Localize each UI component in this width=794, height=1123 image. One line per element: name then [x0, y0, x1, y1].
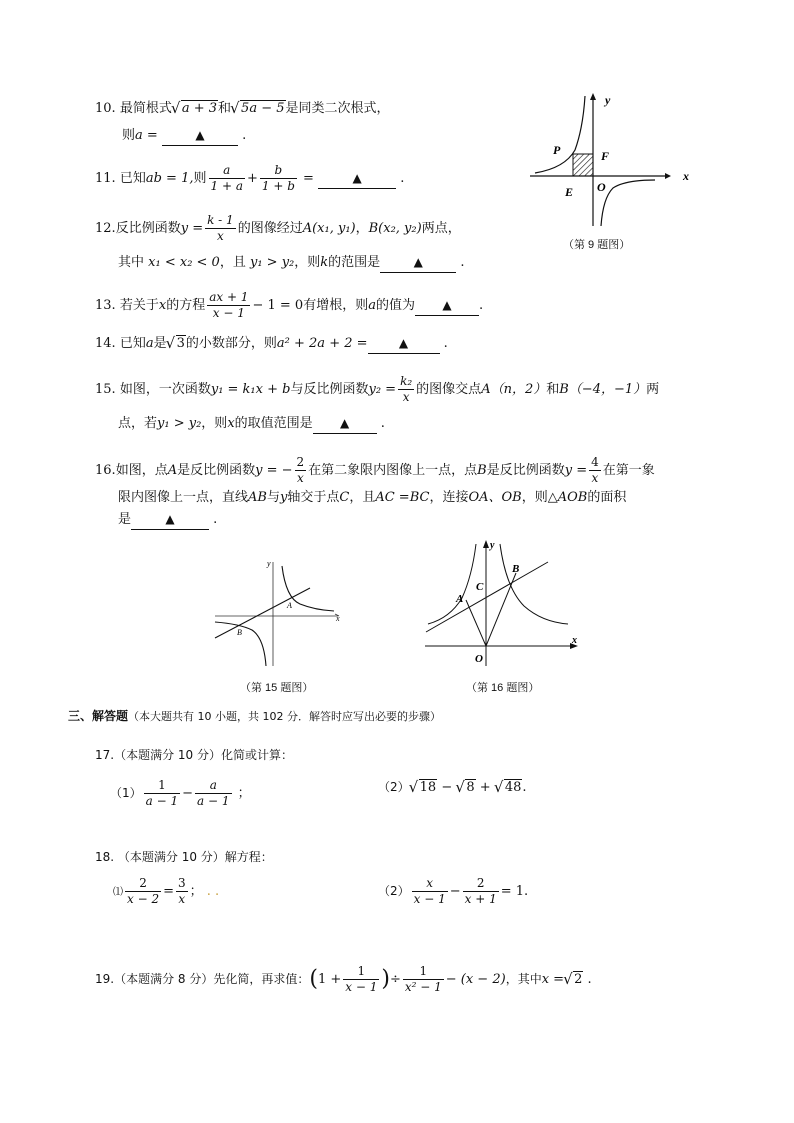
question-text: 反比例函数 [115, 221, 181, 236]
variable: a [368, 298, 376, 313]
fraction [412, 876, 448, 907]
fraction [260, 163, 297, 194]
question-text: 轴交于点 [287, 490, 340, 505]
question-17-part1 [110, 778, 251, 809]
question-text: 的范围是 [328, 255, 381, 270]
triangle-aob: △AOB [547, 490, 588, 505]
question-text: 是同类二次根式， [285, 101, 390, 116]
question-text: 两点， [421, 221, 461, 236]
function-lhs: y₂ = [368, 382, 397, 397]
radicand: 3 [176, 336, 185, 351]
expression: = 1. [500, 884, 529, 899]
condition: AC =BC [375, 490, 430, 505]
denominator: x [205, 228, 236, 244]
point-label: O [475, 653, 483, 665]
question-text: 在第一象 [602, 463, 655, 478]
numerator: a [209, 778, 217, 792]
fraction [125, 876, 161, 907]
axis-label: y [605, 93, 611, 107]
point-label: P [553, 143, 561, 157]
question-10-line2 [122, 126, 246, 146]
question-text: 则 [193, 171, 207, 186]
radical [465, 779, 475, 796]
fraction [463, 876, 499, 907]
part-label: （2） [378, 884, 410, 898]
denominator: x [295, 470, 307, 486]
numerator: k₂ [400, 374, 413, 388]
answer-blank[interactable] [368, 334, 440, 354]
figure-caption: （第 16 题图） [466, 682, 540, 694]
radicand: 18 [419, 780, 437, 795]
question-text: ，则 [201, 416, 228, 431]
section-heading [68, 707, 441, 726]
operator: − [441, 780, 453, 795]
fraction [398, 374, 414, 405]
radicand: 5a − 5 [241, 101, 285, 116]
point-label: E [565, 185, 574, 199]
axis-label: y [267, 559, 271, 568]
figure-9 [525, 88, 705, 230]
numerator: a [223, 163, 231, 177]
stray-dots: . . [206, 884, 220, 899]
hyperbola-branch [428, 544, 476, 624]
numerator: ax + 1 [209, 290, 249, 304]
radical [504, 779, 523, 796]
arrow-icon [483, 540, 489, 548]
variable: B [477, 463, 487, 478]
question-text: 的方程 [166, 298, 206, 313]
numerator: x [426, 876, 434, 890]
denominator: a − 1 [197, 794, 230, 808]
variable: k [320, 255, 329, 270]
punctuation: . [522, 780, 527, 795]
question-14 [95, 334, 448, 354]
question-17-part2 [378, 778, 527, 797]
segments: OA、OB [468, 490, 522, 505]
answer-blank[interactable] [415, 296, 479, 316]
punctuation: ； [189, 884, 203, 899]
part-label: （1） [110, 786, 142, 800]
triangle-icon: ▲ [340, 416, 350, 430]
punctuation: . [396, 171, 405, 186]
denominator: a − 1 [145, 794, 179, 808]
variable: A [167, 463, 178, 478]
answer-blank[interactable] [131, 510, 209, 530]
question-text: 已知 [119, 171, 146, 186]
denominator: x [589, 470, 601, 486]
question-17-heading: 17.（本题满分 10 分）化简或计算： [95, 748, 293, 762]
arrow-icon [590, 93, 596, 100]
question-text: 若关于 [119, 298, 159, 313]
equals-sign: = [142, 128, 162, 143]
question-10 [95, 100, 390, 118]
numerator: 2 [139, 876, 147, 890]
punctuation: . [439, 336, 448, 351]
numerator: 4 [591, 455, 599, 469]
point-label: C [476, 581, 484, 593]
line-ab: AB [248, 490, 267, 505]
fraction [343, 964, 379, 995]
question-text: 点，若 [118, 416, 158, 431]
question-text: 与反比例函数 [290, 382, 369, 397]
expression: a² + 2a + 2 = [276, 336, 368, 351]
numerator: 3 [178, 876, 186, 890]
fraction [176, 876, 188, 907]
question-text: 是反比例函数 [486, 463, 565, 478]
point-b: B（−4，−1） [559, 382, 647, 397]
numerator: k - 1 [207, 213, 234, 227]
point-label: F [601, 149, 610, 163]
fraction [195, 778, 231, 809]
punctuation: . [456, 255, 465, 270]
radical [176, 335, 186, 352]
radical [573, 971, 583, 988]
question-text: 是 [153, 336, 167, 351]
question-text: 和 [218, 101, 232, 116]
radicand: 48 [504, 780, 522, 795]
question-number: 14. [95, 336, 116, 351]
denominator: x − 1 [207, 305, 250, 321]
radical [181, 100, 218, 117]
question-text: 在第二象限内图像上一点，点 [308, 463, 478, 478]
question-number: 12. [95, 221, 116, 236]
equals-sign: = [298, 171, 319, 186]
question-text: 与 [266, 490, 280, 505]
question-11: 11. 已知ab = 1,则 $\frac{a}{1 + a}$ + $\frac{b}{1 + b}$ = ▲ . [95, 163, 405, 193]
question-text: 的值为 [375, 298, 415, 313]
arrow-icon [665, 173, 671, 179]
radical [240, 100, 285, 117]
question-text: ，且 [219, 255, 246, 270]
point-label: B [512, 563, 520, 575]
segment-ob [486, 573, 516, 646]
punctuation: . [478, 298, 484, 313]
part-label: （2） [378, 780, 410, 794]
hyperbola-branch [601, 180, 655, 226]
question-text: ，则 [294, 255, 321, 270]
question-text: ，连接 [429, 490, 469, 505]
line-ab [426, 562, 548, 632]
part-label: ⑴ [113, 887, 123, 898]
variable: x [227, 416, 235, 431]
punctuation: ； [237, 786, 251, 801]
function-lhs: y = [564, 463, 588, 478]
question-text: 如图，一次函数 [119, 382, 211, 397]
numerator: b [274, 163, 283, 177]
denominator: x − 1 [345, 980, 378, 994]
question-text: 两 [646, 382, 660, 397]
punctuation: . [209, 512, 218, 527]
answer-blank[interactable] [162, 126, 238, 146]
operator: + [479, 780, 491, 795]
axis-label: x [572, 635, 577, 646]
question-text: 最简根式 [119, 101, 172, 116]
question-15-line2 [118, 414, 385, 434]
linear-function-line [215, 588, 310, 638]
question-text: ，则 [521, 490, 548, 505]
denominator: x [398, 389, 414, 405]
answer-blank[interactable] [380, 253, 456, 273]
expression: − (x − 2) [445, 972, 506, 987]
question-text: 是反比例函数 [177, 463, 256, 478]
condition: ab = 1, [145, 171, 194, 186]
question-text: 和 [546, 382, 560, 397]
answer-blank[interactable] [313, 414, 377, 434]
condition: y₁ > y₂ [157, 416, 202, 431]
triangle-icon: ▲ [352, 171, 362, 185]
triangle-icon: ▲ [165, 512, 175, 526]
question-text: 其中 [118, 255, 145, 270]
condition: y₁ > y₂ [249, 255, 295, 270]
numerator: 1 [158, 778, 166, 792]
operator: − [182, 786, 194, 801]
question-heading: 19.（本题满分 8 分）先化简，再求值： [95, 972, 310, 986]
expression: 1 + [317, 972, 342, 987]
point-label: O [597, 180, 606, 194]
shaded-rectangle [573, 154, 593, 176]
radicand: 2 [574, 972, 583, 987]
numerator: 2 [476, 876, 485, 890]
operator: − [449, 884, 461, 899]
point-label: A [287, 601, 292, 610]
question-text: 的图像交点 [416, 382, 482, 397]
answer-blank[interactable] [318, 169, 396, 189]
question-text: 已知 [119, 336, 146, 351]
section-title: 三、解答题 [68, 709, 129, 723]
variable: a [145, 336, 154, 351]
question-18-part1 [113, 876, 219, 907]
triangle-icon: ▲ [195, 128, 205, 142]
question-19: 19.（本题满分 8 分）先化简，再求值：(1 + $\frac{1}{x - 1}$ )÷ $\frac{1}{\text{x² − 1}}$ − (x − 2)，其中x =√ 2 . [95, 964, 592, 995]
fraction [205, 213, 236, 244]
denominator: 1 + b [261, 179, 295, 193]
question-text: 如图，点 [115, 463, 168, 478]
question-16 [95, 455, 655, 486]
variable: y [279, 490, 288, 505]
operator: ÷ [389, 972, 401, 987]
expression: x = [541, 972, 565, 987]
axis-label: y [490, 540, 495, 551]
question-text: 限内图像上一点，直线 [118, 490, 249, 505]
axis-label: x [683, 169, 689, 183]
question-number: 13. [95, 298, 116, 313]
variable: x [158, 298, 167, 313]
equals-sign: = [163, 884, 174, 899]
fraction [295, 455, 307, 486]
question-text: 是 [118, 512, 132, 527]
question-18-part2 [378, 876, 528, 907]
punctuation: . [583, 972, 592, 987]
question-text: 的取值范围是 [234, 416, 313, 431]
fraction [209, 163, 245, 194]
point-a: A(x₁, y₁) [302, 221, 356, 236]
condition: x₁ < x₂ < 0 [148, 255, 220, 270]
numerator: 1 [419, 964, 428, 978]
figure-15 [210, 558, 345, 670]
triangle-icon: ▲ [442, 298, 452, 312]
question-number: 15. [95, 382, 116, 397]
fraction [207, 290, 250, 321]
denominator: x [176, 891, 188, 907]
question-text: ，且 [349, 490, 376, 505]
fraction [589, 455, 601, 486]
question-text: ，其中 [505, 972, 542, 986]
question-number: 11. [95, 171, 116, 186]
figure-16 [420, 538, 585, 670]
punctuation: . [376, 416, 385, 431]
figure-caption: （第 9 题图） [563, 239, 631, 251]
linear-function: y₁ = k₁x + b [210, 382, 291, 397]
point-label: A [456, 593, 464, 605]
radical [419, 779, 438, 796]
question-15 [95, 374, 659, 405]
denominator: x − 2 [127, 892, 160, 906]
triangle-icon: ▲ [398, 336, 409, 350]
figure-caption: （第 15 题图） [240, 682, 314, 694]
variable: a [135, 128, 143, 143]
section-note: （本大题共有 10 小题，共 102 分．解答时应写出必要的步骤） [128, 710, 441, 723]
question-text: 的面积 [587, 490, 627, 505]
question-text: 则 [122, 128, 136, 143]
denominator: x² − 1 [404, 980, 442, 994]
fraction [403, 964, 444, 995]
numerator: 1 [357, 964, 366, 978]
question-16-line2 [118, 489, 626, 507]
variable: C [339, 490, 350, 505]
denominator: x − 1 [413, 892, 446, 906]
question-16-line3 [118, 510, 217, 530]
question-number: 10. [95, 101, 116, 116]
numerator: 2 [296, 455, 305, 469]
function-lhs: y = − [255, 463, 293, 478]
denominator: 1 + a [210, 179, 243, 193]
denominator: x + 1 [464, 892, 497, 906]
point-a: A（n，2） [481, 382, 547, 397]
radicand: a + 3 [181, 101, 218, 116]
question-12-line2 [118, 253, 464, 273]
punctuation: . [237, 128, 247, 143]
question-13 [95, 290, 483, 321]
expression: − 1 = 0 [252, 298, 304, 313]
fraction [144, 778, 180, 809]
radicand: 8 [466, 780, 475, 795]
question-12: 12.反比例函数y = $\frac{k - 1}{x}$ 的图像经过A(x₁, y₁)，B(x₂, y₂)两点， [95, 213, 461, 243]
point-label: B [237, 628, 242, 637]
point-b: B(x₂, y₂) [368, 221, 422, 236]
axis-label: x [336, 614, 340, 623]
triangle-icon: ▲ [413, 255, 423, 269]
segment-oa [466, 600, 486, 646]
question-number: 16. [95, 463, 116, 478]
question-text: 的小数部分，则 [185, 336, 277, 351]
question-18-heading: 18. （本题满分 10 分）解方程： [95, 850, 273, 864]
question-text: 的图像经过 [237, 221, 303, 236]
question-text: 有增根，则 [303, 298, 369, 313]
